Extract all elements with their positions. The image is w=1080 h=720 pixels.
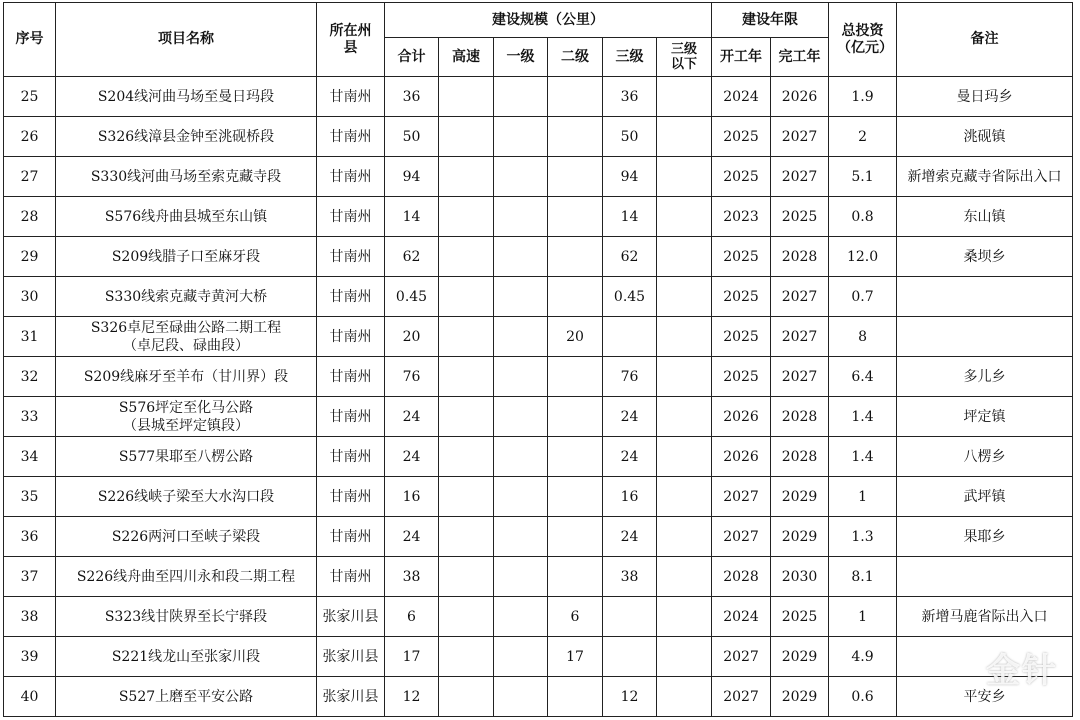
cell-highway-km [439,157,494,197]
table-row [4,117,1073,157]
cell-total-km: 94 [385,157,439,197]
cell-county: 甘南州 [317,117,385,157]
cell-total-km: 17 [385,637,439,677]
cell-highway-km [439,317,494,357]
cell-grade3-km [603,317,657,357]
cell-remark: 新增马鹿省际出入口 [897,597,1073,637]
cell-investment: 1.9 [829,77,897,117]
cell-grade2-km [548,477,603,517]
table-row [4,357,1073,397]
cell-remark: 新增索克藏寺省际出入口 [897,157,1073,197]
cell-grade3-below-km [657,357,712,397]
table-row [4,677,1073,717]
cell-start-year: 2026 [712,437,771,477]
cell-grade2-km [548,157,603,197]
cell-county: 甘南州 [317,437,385,477]
cell-remark [897,277,1073,317]
cell-highway-km [439,237,494,277]
cell-grade3-below-km [657,557,712,597]
cell-investment: 1.4 [829,437,897,477]
cell-seq: 25 [4,77,56,117]
cell-start-year: 2024 [712,597,771,637]
cell-end-year: 2029 [771,677,829,717]
cell-total-km: 38 [385,557,439,597]
table-header [4,3,1073,77]
cell-total-km: 14 [385,197,439,237]
cell-grade1-km [494,517,548,557]
cell-county: 甘南州 [317,237,385,277]
cell-grade2-km [548,277,603,317]
cell-start-year: 2025 [712,357,771,397]
cell-grade3-below-km [657,597,712,637]
cell-seq: 33 [4,397,56,437]
table-row [4,317,1073,357]
cell-grade3-km: 0.45 [603,277,657,317]
header-grade2: 二级 [548,38,603,77]
cell-seq: 39 [4,637,56,677]
cell-end-year: 2028 [771,397,829,437]
cell-end-year: 2027 [771,317,829,357]
cell-seq: 32 [4,357,56,397]
cell-remark: 多儿乡 [897,357,1073,397]
cell-grade1-km [494,197,548,237]
header-start-year: 开工年 [712,38,771,77]
cell-grade3-below-km [657,117,712,157]
table-row [4,277,1073,317]
cell-investment: 4.9 [829,637,897,677]
cell-start-year: 2023 [712,197,771,237]
table-row [4,157,1073,197]
cell-project-name: S226两河口至峡子梁段 [56,517,317,557]
cell-county: 甘南州 [317,77,385,117]
cell-end-year: 2027 [771,157,829,197]
cell-county: 张家川县 [317,677,385,717]
table-row [4,237,1073,277]
cell-seq: 38 [4,597,56,637]
cell-grade2-km [548,77,603,117]
header-years: 建设年限 [712,3,829,38]
cell-investment: 0.7 [829,277,897,317]
cell-highway-km [439,197,494,237]
cell-total-km: 20 [385,317,439,357]
cell-remark: 曼日玛乡 [897,77,1073,117]
cell-highway-km [439,397,494,437]
cell-end-year: 2029 [771,517,829,557]
header-county: 所在州县 [317,3,385,77]
cell-project-name: S204线河曲马场至曼日玛段 [56,77,317,117]
cell-highway-km [439,677,494,717]
table-row [4,557,1073,597]
cell-investment: 2 [829,117,897,157]
cell-grade3-below-km [657,397,712,437]
cell-start-year: 2024 [712,77,771,117]
cell-grade2-km [548,197,603,237]
cell-project-name: S323线甘陕界至长宁驿段 [56,597,317,637]
cell-grade3-km [603,637,657,677]
cell-grade3-below-km [657,517,712,557]
cell-end-year: 2027 [771,117,829,157]
cell-grade1-km [494,157,548,197]
cell-grade1-km [494,237,548,277]
cell-investment: 6.4 [829,357,897,397]
cell-investment: 5.1 [829,157,897,197]
cell-start-year: 2025 [712,157,771,197]
table-row [4,477,1073,517]
cell-project-name: S326线漳县金钟至洮砚桥段 [56,117,317,157]
cell-end-year: 2030 [771,557,829,597]
cell-county: 甘南州 [317,557,385,597]
cell-project-name: S209线腊子口至麻牙段 [56,237,317,277]
cell-grade3-km: 50 [603,117,657,157]
cell-grade2-km [548,677,603,717]
cell-start-year: 2025 [712,277,771,317]
cell-grade1-km [494,557,548,597]
table-row [4,197,1073,237]
cell-grade1-km [494,437,548,477]
cell-end-year: 2027 [771,277,829,317]
cell-county: 甘南州 [317,517,385,557]
cell-total-km: 50 [385,117,439,157]
cell-seq: 36 [4,517,56,557]
cell-grade2-km [548,117,603,157]
cell-start-year: 2025 [712,317,771,357]
cell-start-year: 2027 [712,677,771,717]
table-body [4,77,1073,717]
cell-grade3-km: 76 [603,357,657,397]
cell-total-km: 12 [385,677,439,717]
cell-grade3-below-km [657,477,712,517]
cell-grade1-km [494,477,548,517]
header-scale: 建设规模（公里） [385,3,712,38]
cell-grade3-below-km [657,237,712,277]
cell-start-year: 2027 [712,477,771,517]
header-total: 合计 [385,38,439,77]
header-end-year: 完工年 [771,38,829,77]
table-row [4,397,1073,437]
cell-remark [897,557,1073,597]
cell-total-km: 24 [385,517,439,557]
cell-project-name: S209线麻牙至羊布（甘川界）段 [56,357,317,397]
cell-grade1-km [494,597,548,637]
cell-remark: 武坪镇 [897,477,1073,517]
cell-end-year: 2027 [771,357,829,397]
cell-investment: 1 [829,477,897,517]
cell-end-year: 2026 [771,77,829,117]
header-investment: 总投资（亿元） [829,3,897,77]
cell-remark: 八楞乡 [897,437,1073,477]
cell-total-km: 6 [385,597,439,637]
cell-seq: 30 [4,277,56,317]
cell-grade3-km: 38 [603,557,657,597]
cell-start-year: 2025 [712,117,771,157]
cell-county: 甘南州 [317,357,385,397]
cell-total-km: 62 [385,237,439,277]
cell-project-name: S527上磨至平安公路 [56,677,317,717]
table-row [4,517,1073,557]
project-name-line2: （县城至坪定镇段） [123,417,249,434]
cell-project-name [56,317,317,357]
cell-county: 张家川县 [317,637,385,677]
cell-grade2-km [548,517,603,557]
cell-project-name: S330线河曲马场至索克藏寺段 [56,157,317,197]
cell-total-km: 76 [385,357,439,397]
watermark-logo: 金针 [986,651,1058,691]
table-row [4,77,1073,117]
cell-grade3-km: 36 [603,77,657,117]
cell-county: 甘南州 [317,197,385,237]
cell-total-km: 24 [385,397,439,437]
header-highway: 高速 [439,38,494,77]
cell-highway-km [439,597,494,637]
cell-remark: 果耶乡 [897,517,1073,557]
table-row [4,597,1073,637]
cell-seq: 34 [4,437,56,477]
header-grade3-below: 三级以下 [657,38,712,77]
cell-investment: 0.6 [829,677,897,717]
cell-project-name: S577果耶至八楞公路 [56,437,317,477]
cell-grade2-km: 20 [548,317,603,357]
cell-grade3-km: 14 [603,197,657,237]
cell-highway-km [439,517,494,557]
cell-highway-km [439,277,494,317]
cell-grade2-km: 17 [548,637,603,677]
cell-grade2-km [548,437,603,477]
cell-grade1-km [494,677,548,717]
cell-grade3-below-km [657,77,712,117]
cell-grade1-km [494,317,548,357]
cell-grade1-km [494,117,548,157]
cell-seq: 35 [4,477,56,517]
cell-highway-km [439,477,494,517]
cell-grade3-below-km [657,317,712,357]
cell-grade2-km: 6 [548,597,603,637]
cell-grade1-km [494,397,548,437]
cell-county: 甘南州 [317,157,385,197]
cell-grade2-km [548,237,603,277]
project-table [3,2,1073,717]
header-remark: 备注 [897,3,1073,77]
cell-remark: 坪定镇 [897,397,1073,437]
cell-seq: 37 [4,557,56,597]
cell-grade1-km [494,357,548,397]
cell-project-name: S576线舟曲县城至东山镇 [56,197,317,237]
cell-start-year: 2025 [712,237,771,277]
cell-total-km: 36 [385,77,439,117]
cell-county: 张家川县 [317,597,385,637]
cell-grade3-km: 24 [603,397,657,437]
cell-total-km: 16 [385,477,439,517]
cell-start-year: 2028 [712,557,771,597]
cell-grade3-below-km [657,677,712,717]
cell-investment: 1 [829,597,897,637]
header-grade3: 三级 [603,38,657,77]
cell-highway-km [439,77,494,117]
cell-project-name: S226线舟曲至四川永和段二期工程 [56,557,317,597]
cell-grade3-km: 24 [603,517,657,557]
cell-grade3-below-km [657,437,712,477]
cell-end-year: 2029 [771,477,829,517]
cell-investment: 12.0 [829,237,897,277]
cell-remark: 桑坝乡 [897,237,1073,277]
cell-project-name: S330线索克藏寺黄河大桥 [56,277,317,317]
cell-grade3-below-km [657,157,712,197]
cell-seq: 31 [4,317,56,357]
cell-grade1-km [494,637,548,677]
cell-county: 甘南州 [317,477,385,517]
cell-total-km: 24 [385,437,439,477]
cell-end-year: 2029 [771,637,829,677]
cell-seq: 28 [4,197,56,237]
cell-grade3-km: 62 [603,237,657,277]
cell-investment: 0.8 [829,197,897,237]
cell-county: 甘南州 [317,277,385,317]
cell-seq: 27 [4,157,56,197]
cell-investment: 8.1 [829,557,897,597]
cell-grade3-below-km [657,197,712,237]
cell-grade3-km: 12 [603,677,657,717]
cell-grade3-below-km [657,277,712,317]
cell-end-year: 2028 [771,437,829,477]
header-seq: 序号 [4,3,56,77]
cell-investment: 8 [829,317,897,357]
cell-end-year: 2028 [771,237,829,277]
cell-grade2-km [548,357,603,397]
cell-project-name: S226线峡子梁至大水沟口段 [56,477,317,517]
cell-start-year: 2026 [712,397,771,437]
cell-highway-km [439,637,494,677]
project-name-line1: S326卓尼至碌曲公路二期工程 [90,319,282,336]
cell-grade1-km [494,277,548,317]
cell-county: 甘南州 [317,317,385,357]
cell-grade3-km: 16 [603,477,657,517]
table-row [4,637,1073,677]
project-name-line1: S576坪定至化马公路 [118,399,254,416]
project-name-line2: （卓尼段、碌曲段） [123,337,249,354]
header-name: 项目名称 [56,3,317,77]
cell-start-year: 2027 [712,637,771,677]
cell-remark: 洮砚镇 [897,117,1073,157]
cell-project-name: S221线龙山至张家川段 [56,637,317,677]
cell-remark: 东山镇 [897,197,1073,237]
cell-seq: 29 [4,237,56,277]
cell-grade3-below-km [657,637,712,677]
cell-seq: 26 [4,117,56,157]
cell-end-year: 2025 [771,597,829,637]
cell-county: 甘南州 [317,397,385,437]
table-row [4,437,1073,477]
cell-investment: 1.4 [829,397,897,437]
cell-grade2-km [548,397,603,437]
cell-remark: 平安乡 [897,677,1073,717]
cell-grade1-km [494,77,548,117]
cell-total-km: 0.45 [385,277,439,317]
cell-start-year: 2027 [712,517,771,557]
cell-highway-km [439,357,494,397]
header-grade1: 一级 [494,38,548,77]
cell-investment: 1.3 [829,517,897,557]
cell-highway-km [439,557,494,597]
cell-grade3-km [603,597,657,637]
cell-highway-km [439,117,494,157]
cell-seq: 40 [4,677,56,717]
cell-end-year: 2025 [771,197,829,237]
cell-grade2-km [548,557,603,597]
cell-grade3-km: 24 [603,437,657,477]
cell-highway-km [439,437,494,477]
cell-project-name [56,397,317,437]
cell-grade3-km: 94 [603,157,657,197]
cell-remark [897,317,1073,357]
